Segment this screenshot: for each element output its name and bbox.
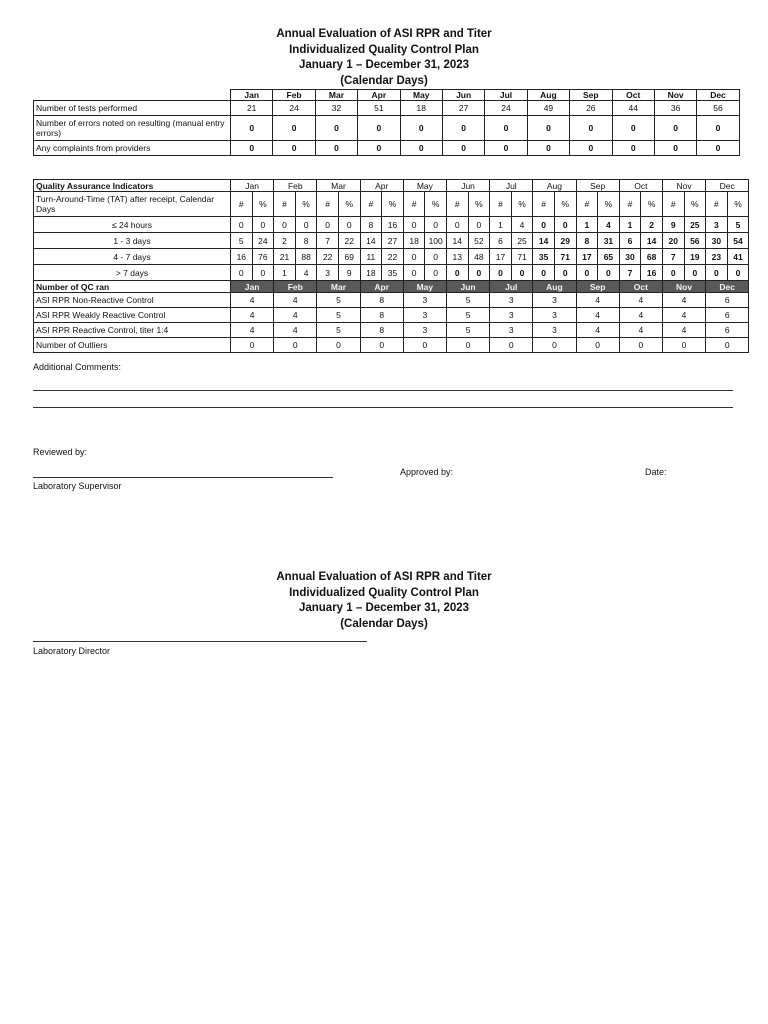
row-label: Number of tests performed bbox=[34, 101, 231, 116]
tat-cell: 52 bbox=[468, 233, 490, 249]
percent-header: % bbox=[338, 192, 360, 217]
tat-cell: 16 bbox=[231, 249, 253, 265]
approved-by-label: Approved by: bbox=[400, 467, 454, 477]
tat-cell: 14 bbox=[641, 233, 663, 249]
count-header: # bbox=[619, 192, 641, 217]
tat-cell: 71 bbox=[554, 249, 576, 265]
percent-header: % bbox=[425, 192, 447, 217]
tat-bucket-label: > 7 days bbox=[34, 265, 231, 281]
tat-cell: 21 bbox=[274, 249, 296, 265]
tat-cell: 25 bbox=[684, 217, 706, 233]
qc-cell: 3 bbox=[533, 323, 576, 338]
title-line-3: January 1 – December 31, 2023 bbox=[298, 602, 470, 614]
month-header: Sep bbox=[576, 281, 619, 293]
title-line-4: (Calendar Days) bbox=[340, 617, 428, 630]
tat-cell: 1 bbox=[619, 217, 641, 233]
month-header: Oct bbox=[619, 180, 662, 192]
percent-header: % bbox=[252, 192, 274, 217]
tat-cell: 3 bbox=[317, 265, 339, 281]
tat-cell: 7 bbox=[662, 249, 684, 265]
tat-cell: 0 bbox=[252, 265, 274, 281]
tat-cell: 0 bbox=[425, 265, 447, 281]
tat-cell: 31 bbox=[598, 233, 620, 249]
laboratory-supervisor-label: Laboratory Supervisor bbox=[33, 481, 122, 491]
tat-bucket-label: ≤ 24 hours bbox=[34, 217, 231, 233]
cell-value: 0 bbox=[442, 116, 484, 141]
cell-value: 24 bbox=[485, 101, 527, 116]
tat-cell: 9 bbox=[338, 265, 360, 281]
qa-indicators-label: Quality Assurance Indicators bbox=[34, 180, 231, 192]
tat-cell: 35 bbox=[533, 249, 555, 265]
tat-cell: 16 bbox=[382, 217, 404, 233]
tat-cell: 35 bbox=[382, 265, 404, 281]
cell-value: 21 bbox=[231, 101, 273, 116]
qc-cell: 4 bbox=[662, 308, 705, 323]
tat-cell: 71 bbox=[511, 249, 533, 265]
qc-cell: 3 bbox=[403, 323, 446, 338]
percent-header: % bbox=[598, 192, 620, 217]
percent-header: % bbox=[554, 192, 576, 217]
month-header: Jul bbox=[490, 281, 533, 293]
month-header: May bbox=[400, 90, 442, 101]
qc-cell: 4 bbox=[231, 308, 274, 323]
qc-cell: 4 bbox=[619, 323, 662, 338]
tat-cell: 29 bbox=[554, 233, 576, 249]
month-header: Apr bbox=[358, 90, 400, 101]
tat-cell: 54 bbox=[727, 233, 749, 249]
qc-cell: 0 bbox=[619, 338, 662, 353]
tat-cell: 0 bbox=[425, 249, 447, 265]
qc-cell: 0 bbox=[231, 338, 274, 353]
qc-cell: 4 bbox=[576, 323, 619, 338]
qc-cell: 5 bbox=[446, 308, 489, 323]
tat-cell: 4 bbox=[511, 217, 533, 233]
tat-cell: 18 bbox=[403, 233, 425, 249]
cell-value: 27 bbox=[442, 101, 484, 116]
tat-cell: 14 bbox=[446, 233, 468, 249]
month-header: Jul bbox=[490, 180, 533, 192]
month-header: Aug bbox=[527, 90, 569, 101]
tat-cell: 3 bbox=[706, 217, 728, 233]
month-header: Feb bbox=[274, 281, 317, 293]
qc-ran-label: Number of QC ran bbox=[34, 281, 231, 293]
qc-cell: 3 bbox=[403, 293, 446, 308]
month-header: Nov bbox=[662, 180, 705, 192]
tat-cell: 0 bbox=[684, 265, 706, 281]
cell-value: 0 bbox=[527, 141, 569, 156]
tat-cell: 25 bbox=[511, 233, 533, 249]
monthly-summary-table bbox=[33, 89, 740, 156]
qc-cell: 0 bbox=[490, 338, 533, 353]
tat-cell: 0 bbox=[317, 217, 339, 233]
qc-cell: 0 bbox=[706, 338, 749, 353]
month-header: Mar bbox=[315, 90, 357, 101]
tat-label: Turn-Around-Time (TAT) after receipt, Calendar Days bbox=[34, 192, 231, 217]
cell-value: 0 bbox=[400, 116, 442, 141]
tat-cell: 17 bbox=[490, 249, 512, 265]
tat-cell: 7 bbox=[317, 233, 339, 249]
tat-cell: 13 bbox=[446, 249, 468, 265]
tat-cell: 0 bbox=[727, 265, 749, 281]
cell-value: 0 bbox=[231, 141, 273, 156]
count-header: # bbox=[403, 192, 425, 217]
qc-cell: 0 bbox=[576, 338, 619, 353]
tat-cell: 88 bbox=[295, 249, 317, 265]
cell-value: 0 bbox=[570, 116, 612, 141]
percent-header: % bbox=[684, 192, 706, 217]
cell-value: 36 bbox=[654, 101, 696, 116]
tat-cell: 0 bbox=[231, 265, 253, 281]
cell-value: 26 bbox=[570, 101, 612, 116]
qc-cell: 6 bbox=[706, 293, 749, 308]
tat-cell: 2 bbox=[641, 217, 663, 233]
qc-cell: 4 bbox=[619, 308, 662, 323]
tat-cell: 8 bbox=[295, 233, 317, 249]
supervisor-signature-line bbox=[33, 477, 333, 478]
tat-cell: 22 bbox=[382, 249, 404, 265]
title-line-1: Annual Evaluation of ASI RPR and Titer bbox=[276, 28, 492, 40]
tat-cell: 14 bbox=[533, 233, 555, 249]
title-line-2: Individualized Quality Control Plan bbox=[289, 586, 479, 599]
tat-cell: 0 bbox=[706, 265, 728, 281]
cell-value: 0 bbox=[315, 141, 357, 156]
month-header: Sep bbox=[570, 90, 612, 101]
cell-value: 0 bbox=[273, 141, 315, 156]
qc-cell: 4 bbox=[274, 308, 317, 323]
tat-cell: 100 bbox=[425, 233, 447, 249]
tat-cell: 41 bbox=[727, 249, 749, 265]
month-header: Apr bbox=[360, 180, 403, 192]
tat-cell: 56 bbox=[684, 233, 706, 249]
tat-cell: 9 bbox=[662, 217, 684, 233]
tat-cell: 0 bbox=[252, 217, 274, 233]
qc-cell: 0 bbox=[533, 338, 576, 353]
tat-cell: 0 bbox=[554, 265, 576, 281]
month-header: Dec bbox=[706, 281, 749, 293]
tat-cell: 1 bbox=[490, 217, 512, 233]
comment-line-2 bbox=[33, 407, 733, 408]
tat-cell: 14 bbox=[360, 233, 382, 249]
qc-row-label: ASI RPR Reactive Control, titer 1:4 bbox=[34, 323, 231, 338]
table-row bbox=[34, 141, 740, 156]
tat-cell: 30 bbox=[619, 249, 641, 265]
tat-cell: 0 bbox=[576, 265, 598, 281]
tat-row bbox=[34, 233, 749, 249]
qc-cell: 8 bbox=[360, 308, 403, 323]
qc-header-row bbox=[34, 281, 749, 293]
qa-header-row bbox=[34, 180, 749, 192]
tat-row bbox=[34, 217, 749, 233]
qc-row-label: ASI RPR Non-Reactive Control bbox=[34, 293, 231, 308]
cell-value: 44 bbox=[612, 101, 654, 116]
tat-cell: 0 bbox=[598, 265, 620, 281]
header-blank bbox=[34, 90, 231, 101]
tat-cell: 0 bbox=[403, 217, 425, 233]
cell-value: 0 bbox=[654, 141, 696, 156]
cell-value: 0 bbox=[612, 141, 654, 156]
tat-row bbox=[34, 265, 749, 281]
month-header: Jan bbox=[231, 281, 274, 293]
tat-bucket-label: 1 - 3 days bbox=[34, 233, 231, 249]
quality-assurance-table bbox=[33, 179, 749, 353]
tat-cell: 8 bbox=[360, 217, 382, 233]
tat-cell: 48 bbox=[468, 249, 490, 265]
laboratory-director-label: Laboratory Director bbox=[33, 646, 111, 656]
tat-cell: 1 bbox=[576, 217, 598, 233]
tat-cell: 0 bbox=[338, 217, 360, 233]
tat-cell: 20 bbox=[662, 233, 684, 249]
qc-row bbox=[34, 293, 749, 308]
month-header: May bbox=[403, 180, 446, 192]
cell-value: 0 bbox=[358, 141, 400, 156]
qc-cell: 4 bbox=[576, 293, 619, 308]
tat-cell: 4 bbox=[295, 265, 317, 281]
qc-cell: 5 bbox=[446, 293, 489, 308]
tat-cell: 68 bbox=[641, 249, 663, 265]
tat-cell: 0 bbox=[533, 217, 555, 233]
qc-row-label: ASI RPR Weakly Reactive Control bbox=[34, 308, 231, 323]
month-header: Oct bbox=[612, 90, 654, 101]
qc-cell: 3 bbox=[533, 293, 576, 308]
qc-cell: 3 bbox=[490, 293, 533, 308]
cell-value: 0 bbox=[315, 116, 357, 141]
count-header: # bbox=[576, 192, 598, 217]
title-line-1: Annual Evaluation of ASI RPR and Titer bbox=[276, 571, 492, 583]
qc-cell: 4 bbox=[662, 323, 705, 338]
tat-cell: 0 bbox=[425, 217, 447, 233]
tat-cell: 22 bbox=[317, 249, 339, 265]
tat-cell: 0 bbox=[403, 249, 425, 265]
qc-cell: 4 bbox=[576, 308, 619, 323]
cell-value: 0 bbox=[485, 141, 527, 156]
month-header: Jan bbox=[231, 90, 273, 101]
tat-cell: 0 bbox=[511, 265, 533, 281]
count-header: # bbox=[706, 192, 728, 217]
qc-cell: 6 bbox=[706, 323, 749, 338]
tat-cell: 16 bbox=[641, 265, 663, 281]
month-header: Apr bbox=[360, 281, 403, 293]
title-line-2: Individualized Quality Control Plan bbox=[289, 43, 479, 56]
tat-cell: 5 bbox=[231, 233, 253, 249]
cell-value: 0 bbox=[442, 141, 484, 156]
count-header: # bbox=[490, 192, 512, 217]
cell-value: 51 bbox=[358, 101, 400, 116]
tat-cell: 6 bbox=[490, 233, 512, 249]
tat-cell: 1 bbox=[274, 265, 296, 281]
qc-cell: 5 bbox=[446, 323, 489, 338]
title-line-3: January 1 – December 31, 2023 bbox=[298, 59, 470, 71]
tat-cell: 8 bbox=[576, 233, 598, 249]
cell-value: 0 bbox=[358, 116, 400, 141]
month-header: Dec bbox=[706, 180, 749, 192]
tat-cell: 27 bbox=[382, 233, 404, 249]
qc-cell: 0 bbox=[360, 338, 403, 353]
qc-cell: 4 bbox=[274, 293, 317, 308]
count-header: # bbox=[662, 192, 684, 217]
tat-header-row bbox=[34, 192, 749, 217]
tat-cell: 0 bbox=[468, 217, 490, 233]
tat-cell: 0 bbox=[446, 217, 468, 233]
month-header: Dec bbox=[697, 90, 739, 101]
additional-comments-label: Additional Comments: bbox=[33, 362, 122, 372]
cell-value: 0 bbox=[485, 116, 527, 141]
qc-cell: 5 bbox=[317, 293, 360, 308]
percent-header: % bbox=[468, 192, 490, 217]
tat-cell: 0 bbox=[490, 265, 512, 281]
cell-value: 18 bbox=[400, 101, 442, 116]
qc-cell: 3 bbox=[490, 323, 533, 338]
count-header: # bbox=[446, 192, 468, 217]
month-header: Feb bbox=[273, 90, 315, 101]
count-header: # bbox=[274, 192, 296, 217]
qc-cell: 4 bbox=[274, 323, 317, 338]
month-header: Aug bbox=[533, 281, 576, 293]
month-header: Jun bbox=[442, 90, 484, 101]
tat-cell: 0 bbox=[468, 265, 490, 281]
qc-cell: 3 bbox=[490, 308, 533, 323]
tat-cell: 69 bbox=[338, 249, 360, 265]
qc-cell: 4 bbox=[619, 293, 662, 308]
month-header: Nov bbox=[662, 281, 705, 293]
month-header: Jul bbox=[485, 90, 527, 101]
qc-cell: 4 bbox=[662, 293, 705, 308]
cell-value: 0 bbox=[400, 141, 442, 156]
qc-row bbox=[34, 323, 749, 338]
month-header: Aug bbox=[533, 180, 576, 192]
month-header: Jun bbox=[446, 281, 489, 293]
tat-cell: 0 bbox=[662, 265, 684, 281]
cell-value: 0 bbox=[654, 116, 696, 141]
qc-cell: 5 bbox=[317, 308, 360, 323]
tat-cell: 23 bbox=[706, 249, 728, 265]
month-header: Oct bbox=[619, 281, 662, 293]
percent-header: % bbox=[382, 192, 404, 217]
qc-cell: 0 bbox=[446, 338, 489, 353]
row-label: Number of errors noted on resulting (manual entry errors) bbox=[34, 116, 231, 141]
tat-cell: 7 bbox=[619, 265, 641, 281]
cell-value: 56 bbox=[697, 101, 739, 116]
document-title bbox=[0, 27, 768, 89]
tat-cell: 0 bbox=[231, 217, 253, 233]
tat-cell: 0 bbox=[533, 265, 555, 281]
cell-value: 0 bbox=[697, 141, 739, 156]
cell-value: 0 bbox=[697, 116, 739, 141]
percent-header: % bbox=[295, 192, 317, 217]
director-signature-line bbox=[33, 641, 367, 642]
date-label: Date: bbox=[645, 467, 667, 477]
tat-cell: 6 bbox=[619, 233, 641, 249]
tat-cell: 2 bbox=[274, 233, 296, 249]
qc-cell: 3 bbox=[403, 308, 446, 323]
cell-value: 32 bbox=[315, 101, 357, 116]
tat-cell: 18 bbox=[360, 265, 382, 281]
month-header: Mar bbox=[317, 180, 360, 192]
tat-cell: 5 bbox=[727, 217, 749, 233]
qc-cell: 5 bbox=[317, 323, 360, 338]
row-label: Any complaints from providers bbox=[34, 141, 231, 156]
qc-row bbox=[34, 308, 749, 323]
qc-cell: 0 bbox=[317, 338, 360, 353]
cell-value: 0 bbox=[570, 141, 612, 156]
reviewed-by-label: Reviewed by: bbox=[33, 447, 88, 457]
tat-cell: 0 bbox=[554, 217, 576, 233]
tat-cell: 24 bbox=[252, 233, 274, 249]
percent-header: % bbox=[641, 192, 663, 217]
qc-cell: 0 bbox=[662, 338, 705, 353]
title-line-4: (Calendar Days) bbox=[340, 74, 428, 87]
percent-header: % bbox=[511, 192, 533, 217]
qc-cell: 0 bbox=[274, 338, 317, 353]
month-header: Jan bbox=[231, 180, 274, 192]
qc-cell: 0 bbox=[403, 338, 446, 353]
tat-cell: 4 bbox=[598, 217, 620, 233]
month-header: Feb bbox=[274, 180, 317, 192]
table-row bbox=[34, 101, 740, 116]
document-title-repeat bbox=[0, 570, 768, 632]
cell-value: 49 bbox=[527, 101, 569, 116]
tat-cell: 22 bbox=[338, 233, 360, 249]
month-header: Sep bbox=[576, 180, 619, 192]
qc-row bbox=[34, 338, 749, 353]
count-header: # bbox=[533, 192, 555, 217]
comment-line-1 bbox=[33, 390, 733, 391]
tat-cell: 0 bbox=[403, 265, 425, 281]
month-header: May bbox=[403, 281, 446, 293]
qc-cell: 8 bbox=[360, 323, 403, 338]
month-header: Mar bbox=[317, 281, 360, 293]
tat-cell: 19 bbox=[684, 249, 706, 265]
cell-value: 0 bbox=[612, 116, 654, 141]
cell-value: 0 bbox=[231, 116, 273, 141]
qc-cell: 4 bbox=[231, 323, 274, 338]
tat-cell: 76 bbox=[252, 249, 274, 265]
tat-cell: 0 bbox=[295, 217, 317, 233]
month-header: Nov bbox=[654, 90, 696, 101]
qc-cell: 3 bbox=[533, 308, 576, 323]
qc-cell: 6 bbox=[706, 308, 749, 323]
cell-value: 0 bbox=[527, 116, 569, 141]
tat-cell: 0 bbox=[274, 217, 296, 233]
count-header: # bbox=[360, 192, 382, 217]
cell-value: 24 bbox=[273, 101, 315, 116]
tat-cell: 11 bbox=[360, 249, 382, 265]
count-header: # bbox=[231, 192, 253, 217]
cell-value: 0 bbox=[273, 116, 315, 141]
tat-row bbox=[34, 249, 749, 265]
tat-cell: 17 bbox=[576, 249, 598, 265]
tat-cell: 30 bbox=[706, 233, 728, 249]
qc-cell: 8 bbox=[360, 293, 403, 308]
qc-row-label: Number of Outliers bbox=[34, 338, 231, 353]
tat-bucket-label: 4 - 7 days bbox=[34, 249, 231, 265]
count-header: # bbox=[317, 192, 339, 217]
tat-cell: 65 bbox=[598, 249, 620, 265]
month-header: Jun bbox=[446, 180, 489, 192]
table-row bbox=[34, 116, 740, 141]
percent-header: % bbox=[727, 192, 749, 217]
qc-cell: 4 bbox=[231, 293, 274, 308]
tat-cell: 0 bbox=[446, 265, 468, 281]
